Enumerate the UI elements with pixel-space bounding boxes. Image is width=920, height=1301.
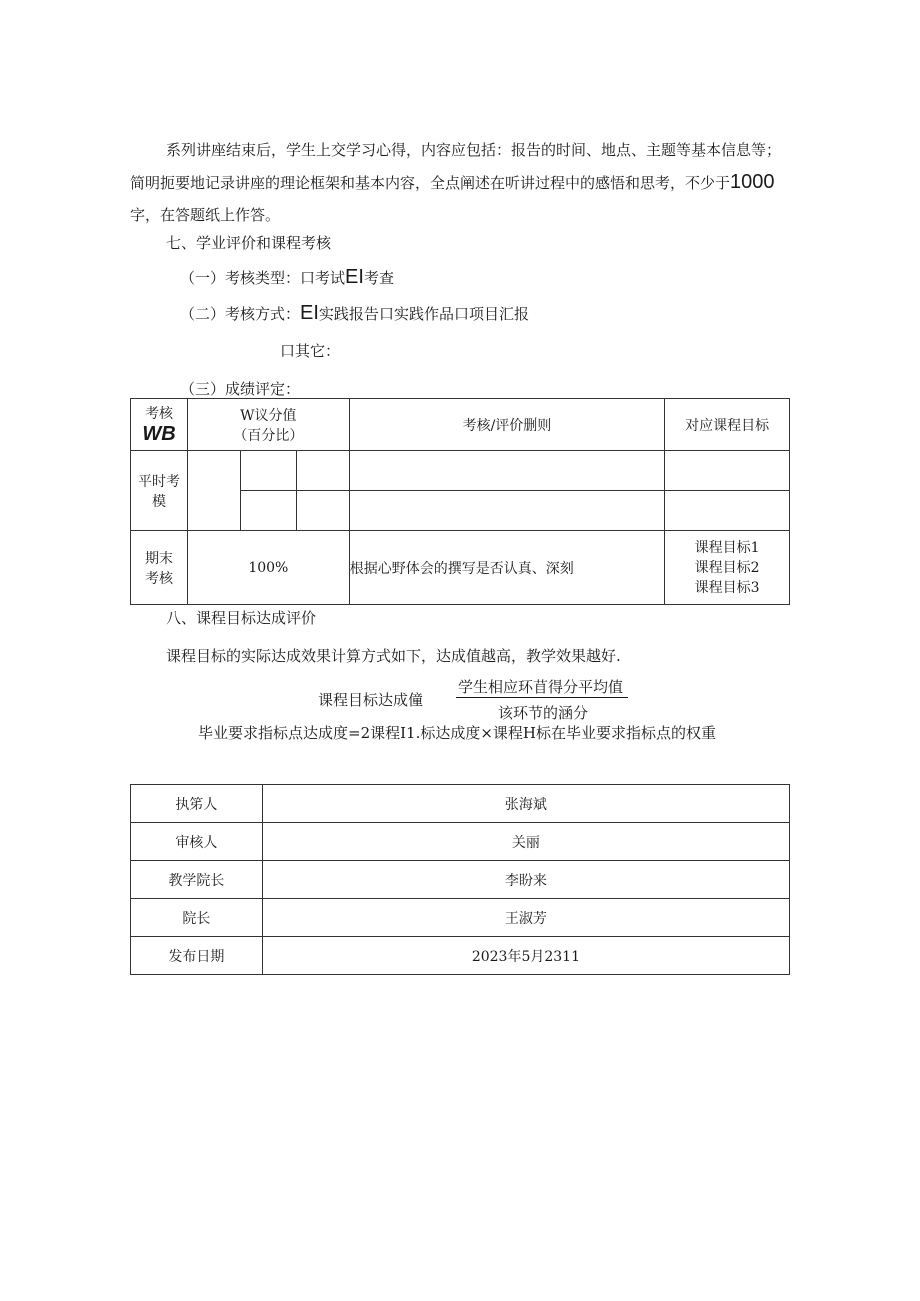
signoff-label: 教学院长 [131,861,263,899]
practice-work-option: 实践作品 [393,305,454,323]
regular-assessment-label: 平时考 模 [131,451,188,531]
signoff-value: 关丽 [262,823,789,861]
header-score-value: W议分值 （百分比） [187,399,349,451]
signoff-row [131,899,790,937]
score-table [130,398,790,605]
table-cell [296,451,349,491]
signoff-row [131,861,790,899]
table-cell [349,491,664,531]
final-assessment-label: 期末 考核 [131,531,188,605]
word-count: 1000 [730,171,775,193]
signoff-label: 发布日期 [131,937,263,975]
signoff-value: 王淑芳 [262,899,789,937]
grade-evaluation-heading: （三）成绩评定： [180,380,301,398]
table-cell [240,491,296,531]
checked-mark: EI [300,302,319,324]
final-assessment-row [131,531,790,605]
intro-line-2: 简明扼要地记录讲座的理论框架和基本内容，全点阐述在听讲过程中的感悟和思考，不少于1000 [130,171,775,193]
final-assessment-value: 100% [187,531,349,605]
final-assessment-criteria: 根据心野体会的撰写是否认真、深刻 [349,531,664,605]
signoff-label: 审核人 [131,823,263,861]
signoff-row [131,785,790,823]
intro-line-1: 系列讲座结束后，学生上交学习心得，内容应包括：报告的时间、地点、主题等基本信息等； [166,141,782,159]
signoff-row [131,823,790,861]
other-option: 口其它： [280,342,341,360]
final-assessment-goals: 课程目标1 课程目标2 课程目标3 [665,531,790,605]
intro-line-3: 字，在答题纸上作答。 [130,206,281,224]
signoff-value: 李盼来 [262,861,789,899]
formula-graduation-requirement: 毕业要求指标点达成度=2课程I1.标达成度×课程H标在毕业要求指标点的权重 [198,724,717,742]
table-cell [240,451,296,491]
formula-numerator: 学生相应环苜得分平均值 [458,678,624,696]
assessment-type: （一）考核类型：口考试EI考查 [180,266,394,288]
signoff-table [130,784,790,975]
header-assessment: 考核 WB [131,399,188,451]
score-table-header [131,399,790,451]
header-criteria: 考核/评价删则 [349,399,664,451]
section-7-heading: 七、学业评价和课程考核 [166,234,332,252]
exam-option: 口考试 [300,269,346,287]
table-cell [665,491,790,531]
section-8-heading: 八、课程目标达成评价 [166,609,317,627]
assessment-method: （二）考核方式：EI实践报告口实践作品口项目汇报 [180,302,529,324]
table-cell [187,451,240,531]
practice-report-option: 实践报告 [318,305,379,323]
table-cell [349,451,664,491]
signoff-value: 张海斌 [262,785,789,823]
signoff-label: 院长 [131,899,263,937]
signoff-value: 2023年5月2311 [262,937,789,975]
project-report-option: 项目汇报 [468,305,529,323]
signoff-label: 执笫人 [131,785,263,823]
formula-denominator: 该环节的涵分 [498,704,589,722]
formula-left-side: 课程目标达成僮 [318,691,424,709]
header-course-goal: 对应课程目标 [665,399,790,451]
signoff-row [131,937,790,975]
inspection-option: 考查 [363,269,394,287]
table-cell [296,491,349,531]
table-cell [665,451,790,491]
intro-paragraph [130,134,792,231]
regular-assessment-row [131,451,790,491]
section-8-description: 课程目标的实际达成效果计算方式如下，达成值越高，教学效果越好. [166,647,621,665]
fraction-line [456,697,628,698]
checked-mark: EI [345,266,364,288]
